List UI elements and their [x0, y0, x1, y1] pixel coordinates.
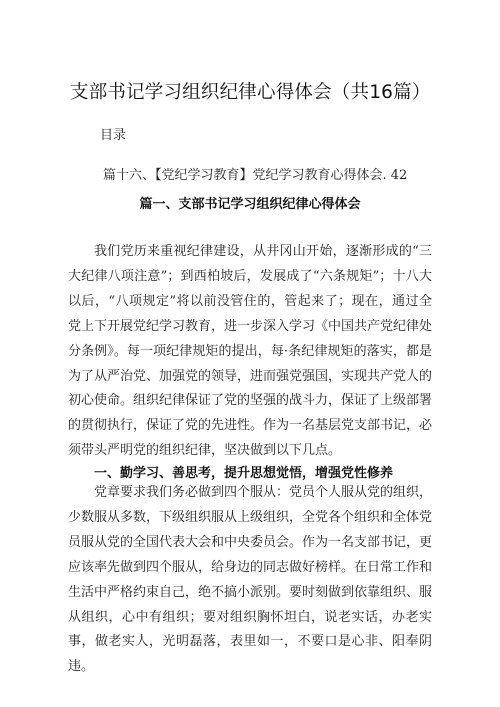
body-paragraph: 我们党历来重视纪律建设，从井冈山开始，逐渐形成的“三大纪律八项注意”；到西柏坡后，发展成了“六条规矩”；十八大以后，“八项规定”将以前没管住的，管起来了；现在，通过全党上下开展党纪学习教育，进一步深入学习《中国共产党纪律处分条例》。每一项纪律规矩的提出，每·条纪律规矩的落实，都是为了从严治党、加强党的领导，进而强党强国，实现共产党人的初心使命。组织纪律保证了党的坚强的战斗力，保证了上级部署的贯彻执行，保证了党的先进性。作为一名基层党支部书记，必须带头严明党的组织纪律，坚决做到以下几点。 — [68, 244, 433, 459]
article-title: 篇一、支部书记学习组织纪律心得体会 — [139, 197, 361, 212]
toc-entry[interactable]: 篇十六、【党纪学习教育】党纪学习教育心得体会. 42 — [103, 168, 408, 183]
document-title: 支部书记学习组织纪律心得体会（共16篇） — [70, 82, 431, 103]
toc-heading: 目录 — [100, 128, 127, 143]
body-paragraph: 党章要求我们务必做到四个服从：党员个人服从党的组织，少数服从多数，下级组织服从上级组织，全党各个组织和全体党员服从党的全国代表大会和中央委员会。作为一名支部书记，更应该率先做到四个服从，给身边的同志做好榜样。在日常工作和生活中严格约束自己，绝不搞小派别。要时刻做到依靠组织、服从组织，心中有组织；要对组织胸怀坦白，说老实话，办老实事，做老实人，光明磊落，表里如一，不要口是心非、阳奉阴违。 — [68, 485, 433, 675]
section-heading: 一、勤学习、善思考，提升思想觉悟，增强党性修养 — [94, 466, 394, 481]
